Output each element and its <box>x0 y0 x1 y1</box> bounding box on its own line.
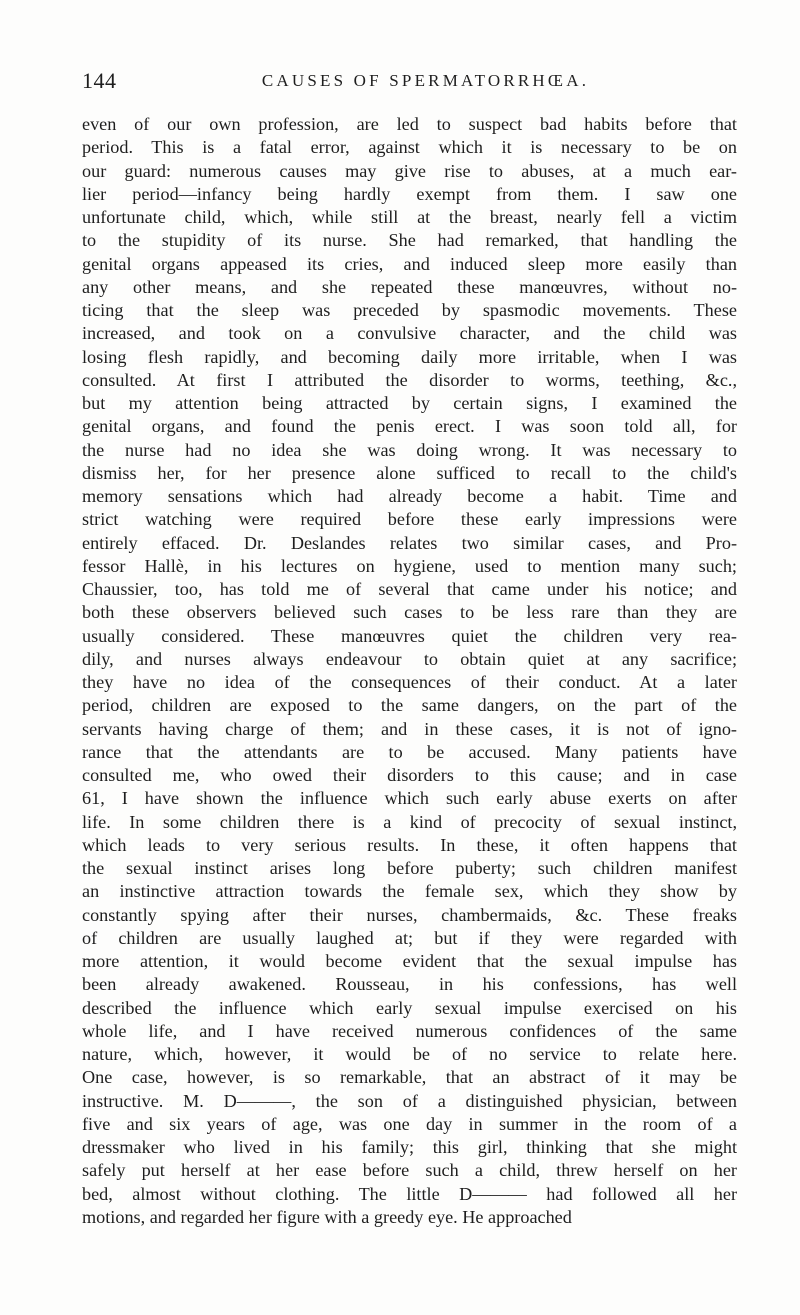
text-line: memory sensations which had already become a habit. Time and <box>82 486 737 506</box>
page-number: 144 <box>82 68 117 93</box>
text-line: been already awakened. Rousseau, in his confessions, has well <box>82 974 737 995</box>
text-line: increased, and took on a convulsive character, and the child was <box>82 323 737 344</box>
text-line: described the influence which early sexual impulse exercised on his <box>82 997 737 1018</box>
text-line: losing flesh rapidly, and becoming daily more irritable, when I was <box>82 346 737 367</box>
text-line: nature, which, however, it would be of no service to relate here. <box>82 1044 737 1064</box>
text-line: usually considered. These manœuvres quiet the children very rea- <box>82 625 737 646</box>
text-line: of children are usually laughed at; but if they were regarded with <box>82 927 737 948</box>
text-line: an instinctive attraction towards the female sex, which they show by <box>82 881 737 902</box>
text-line: both these observers believed such cases to be less rare than they are <box>82 602 737 623</box>
text-line: safely put herself at her ease before such a child, threw herself on her <box>82 1160 737 1181</box>
running-head <box>82 68 737 98</box>
text-line: they have no idea of the consequences of their conduct. At a later <box>82 672 737 692</box>
text-line: the nurse had no idea she was doing wrong. It was necessary to <box>82 439 737 460</box>
text-line: rance that the attendants are to be accused. Many patients have <box>82 741 737 762</box>
text-line: genital organs, and found the penis erect. I was soon told all, for <box>82 416 737 437</box>
text-line: to the stupidity of its nurse. She had remarked, that handling the <box>82 230 737 251</box>
text-line: consulted me, who owed their disorders to this cause; and in case <box>82 765 737 785</box>
text-line: bed, almost without clothing. The little D——— had followed all her <box>82 1183 737 1204</box>
text-line: instructive. M. D———, the son of a distinguished physician, between <box>82 1090 737 1111</box>
text-line: ticing that the sleep was preceded by spasmodic movements. These <box>82 300 737 320</box>
text-line: dressmaker who lived in his family; this girl, thinking that she might <box>82 1137 737 1157</box>
text-line: life. In some children there is a kind of precocity of sexual instinct, <box>82 811 737 832</box>
text-line: fessor Hallè, in his lectures on hygiene, used to mention many such; <box>82 555 737 576</box>
text-line: strict watching were required before these early impressions were <box>82 509 737 530</box>
text-line: Chaussier, too, has told me of several that came under his notice; and <box>82 579 737 599</box>
text-line: more attention, it would become evident that the sexual impulse has <box>82 951 737 971</box>
text-line: genital organs appeased its cries, and induced sleep more easily than <box>82 253 737 274</box>
text-line: lier period—infancy being hardly exempt from them. I saw one <box>82 183 737 204</box>
text-line: dismiss her, for her presence alone sufficed to recall to the child's <box>82 462 737 483</box>
text-line: which leads to very serious results. In these, it often happens that <box>82 834 737 855</box>
text-line: the sexual instinct arises long before puberty; such children manifest <box>82 858 737 878</box>
text-line: One case, however, is so remarkable, that an abstract of it may be <box>82 1067 737 1088</box>
text-line: constantly spying after their nurses, chambermaids, &c. These freaks <box>82 904 737 925</box>
text-line: motions, and regarded her figure with a greedy eye. He approached <box>82 1206 572 1227</box>
body-text <box>82 113 737 1229</box>
text-line: entirely effaced. Dr. Deslandes relates two similar cases, and Pro- <box>82 532 737 553</box>
text-line: unfortunate child, which, while still at the breast, nearly fell a victim <box>82 207 737 227</box>
text-line: even of our own profession, are led to suspect bad habits before that <box>82 114 737 134</box>
text-line: period, children are exposed to the same dangers, on the part of the <box>82 695 737 716</box>
text-line: 61, I have shown the influence which such early abuse exerts on after <box>82 788 737 809</box>
text-line: dily, and nurses always endeavour to obtain quiet at any sacrifice; <box>82 648 737 669</box>
text-line: but my attention being attracted by certain signs, I examined the <box>82 393 737 413</box>
text-line: period. This is a fatal error, against which it is necessary to be on <box>82 137 737 158</box>
text-line: whole life, and I have received numerous confidences of the same <box>82 1020 737 1041</box>
text-line: any other means, and she repeated these manœuvres, without no- <box>82 276 737 297</box>
running-title: CAUSES OF SPERMATORRHŒA. <box>261 71 590 90</box>
text-line: consulted. At first I attributed the disorder to worms, teething, &c., <box>82 369 737 390</box>
text-line: our guard: numerous causes may give rise to abuses, at a much ear- <box>82 160 737 181</box>
text-line: servants having charge of them; and in these cases, it is not of igno- <box>82 718 737 739</box>
text-line: five and six years of age, was one day in summer in the room of a <box>82 1113 737 1134</box>
